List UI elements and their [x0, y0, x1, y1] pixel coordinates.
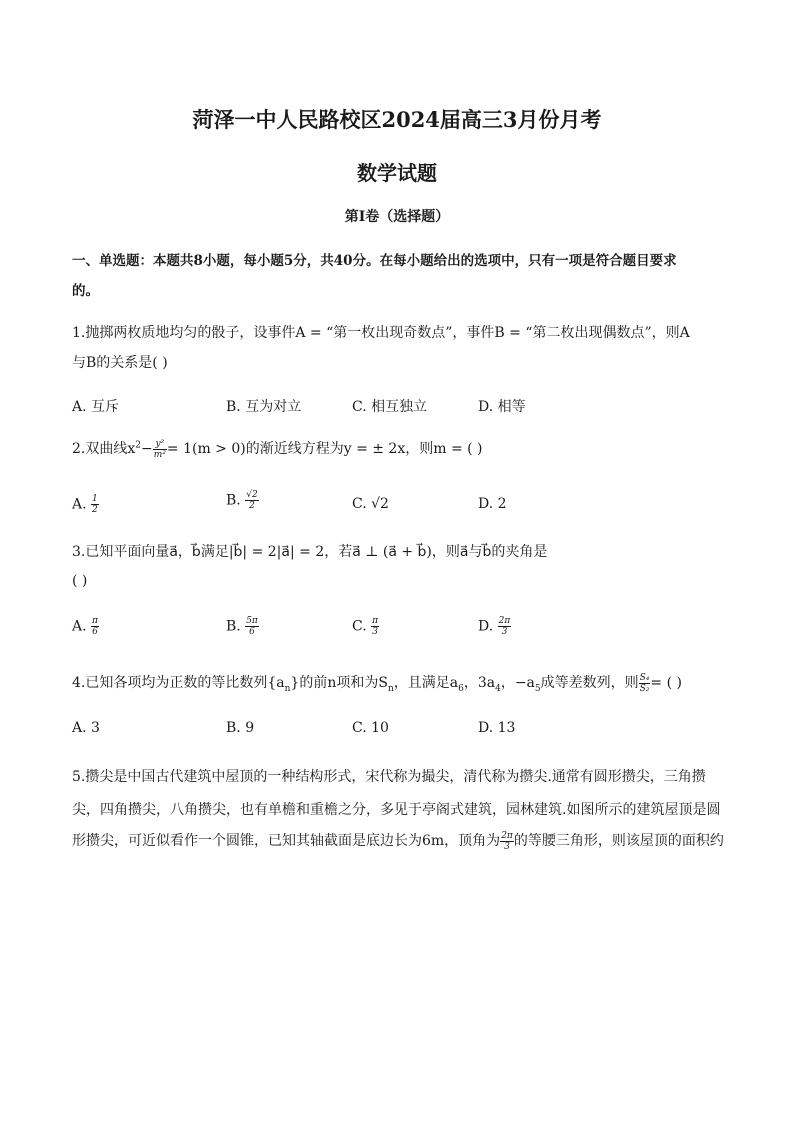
instructions-line-2: 的。 — [72, 283, 99, 299]
q2-option-c: C. √2 — [352, 496, 389, 512]
q4-sub-6: 6 — [458, 683, 464, 694]
q3-option-b — [226, 616, 259, 637]
q1-option-a: A. 互斥 — [72, 399, 120, 415]
q3-option-d-num: 2π — [498, 616, 511, 626]
q3-option-a — [72, 616, 99, 637]
exam-subtitle: 数学试题 — [357, 161, 437, 185]
q3-option-d-label: D. — [478, 618, 494, 635]
q4-text-d: ，3a — [463, 675, 496, 691]
q2-frac-num: y² — [153, 439, 167, 450]
q4-text-c: ，且满足a — [393, 675, 459, 691]
q4-option-c: C. 10 — [352, 720, 389, 736]
q4-fraction — [639, 673, 651, 694]
q5-line3-part-a: 形攒尖，可近似看作一个圆锥，已知其轴截面是底边长为6m，顶角为 — [72, 833, 501, 849]
q2-stem-prefix: 2.双曲线x — [72, 441, 136, 457]
q2-stem: 2.双曲线$x^2-$ $\frac{\text{y²}}{\text{m²}}$ = 1(m > 0)的渐近线方程为y = ± 2x，则m = ( ) — [72, 438, 483, 460]
q2-option-a-label: A. — [72, 496, 87, 513]
q5-stem-line-1: 5.攒尖是中国古代建筑中屋顶的一种结构形式，宋代称为撮尖，清代称为攒尖.通常有圆形攒尖，三角攒 — [72, 769, 706, 785]
q3-option-b-num: 5π — [246, 616, 258, 626]
instructions-line-1: 一、单选题：本题共8小题，每小题5分，共40分。在每小题给出的选项中，只有一项是符合题目要求 — [72, 253, 677, 269]
q2-option-a-den: 2 — [92, 505, 98, 515]
q4-text-e: ，−a — [500, 675, 535, 691]
q3-option-c-num: π — [372, 616, 379, 626]
q3-option-d-den: 3 — [501, 627, 508, 637]
q4-option-a: A. 3 — [72, 720, 100, 736]
q4-frac-num: S₄ — [639, 672, 650, 683]
q4-text-f: 成等差数列，则 — [540, 675, 639, 691]
q4-text-a: 4.已知各项均为正数的等比数列{a — [72, 675, 285, 691]
section-heading: 第I卷（选择题） — [344, 209, 450, 225]
q3-option-c-label: C. — [352, 618, 367, 635]
q2-option-b-label: B. — [226, 492, 241, 509]
q3-option-c-fraction — [371, 616, 379, 637]
q4-stem — [72, 672, 682, 694]
q2-frac-den: m² — [153, 449, 166, 460]
q4-option-b: B. 9 — [226, 720, 255, 736]
q3-option-a-fraction — [91, 616, 99, 637]
q5-line3-part-b: 的等腰三角形，则该屋顶的面积约 — [513, 833, 724, 849]
q2-fraction — [153, 439, 167, 460]
q4-sub-4: 4 — [495, 683, 501, 694]
q4-text-b: }的前n项和为S — [290, 675, 388, 691]
q4-sub-n: n — [284, 683, 291, 694]
q2-option-b — [226, 490, 259, 511]
q3-stem-line-1: 3.已知平面向量a⃗，b⃗满足|b⃗| = 2|a⃗| = 2，若a⃗ ⊥ (a⃗ + b⃗)，则a⃗与b⃗的夹角是 — [72, 544, 548, 560]
q2-option-a — [72, 494, 99, 515]
q3-option-d-fraction — [498, 616, 512, 637]
q5-stem-line-3 — [72, 830, 724, 852]
q5-frac-num: 2π — [501, 830, 513, 841]
q4-text-g: = ( ) — [650, 675, 682, 691]
q3-option-a-num: π — [92, 616, 98, 626]
q1-option-b: B. 互为对立 — [226, 399, 302, 415]
exam-title: 菏泽一中人民路校区2024届高三3月份月考 — [192, 107, 602, 132]
q2-stem-rest: = 1(m > 0)的渐近线方程为y = ± 2x，则m = ( ) — [166, 441, 483, 457]
q1-option-c: C. 相互独立 — [352, 399, 428, 415]
q2-option-b-den: 2 — [249, 501, 255, 511]
q1-stem-line-1: 1.抛掷两枚质地均匀的骰子，设事件A = “第一枚出现奇数点”，事件B = “第二枚出现偶数点”，则A — [72, 325, 690, 341]
q2-option-a-num: 1 — [92, 494, 98, 504]
q2-option-b-fraction — [245, 490, 258, 511]
q5-fraction — [500, 831, 514, 852]
q2-option-a-fraction — [91, 494, 99, 515]
q3-option-b-den: 6 — [249, 627, 255, 637]
q1-stem-line-2: 与B的关系是( ) — [72, 355, 168, 371]
q4-frac-den: S₂ — [639, 683, 650, 694]
q2-option-b-num: √2 — [246, 490, 258, 500]
q3-stem-line-2: ( ) — [72, 573, 88, 589]
q2-exponent: 2 — [135, 440, 141, 451]
q3-option-d — [478, 616, 511, 637]
q3-option-c — [352, 616, 379, 637]
q3-option-b-label: B. — [226, 618, 241, 635]
q5-stem-line-2: 尖，四角攒尖，八角攒尖，也有单檐和重檐之分，多见于亭阁式建筑，园林建筑.如图所示的建筑屋顶是圆 — [72, 802, 721, 818]
q2-option-d: D. 2 — [478, 496, 507, 512]
q3-option-a-den: 6 — [92, 627, 98, 637]
q5-frac-den: 3 — [504, 841, 510, 852]
q3-option-c-den: 3 — [372, 627, 378, 637]
q3-option-a-label: A. — [72, 618, 87, 635]
q1-option-d: D. 相等 — [478, 399, 526, 415]
q3-option-b-fraction — [245, 616, 259, 637]
q4-sub-5: 5 — [534, 683, 541, 694]
q4-option-d: D. 13 — [478, 720, 516, 736]
q4-sub-n-2: n — [387, 683, 394, 694]
